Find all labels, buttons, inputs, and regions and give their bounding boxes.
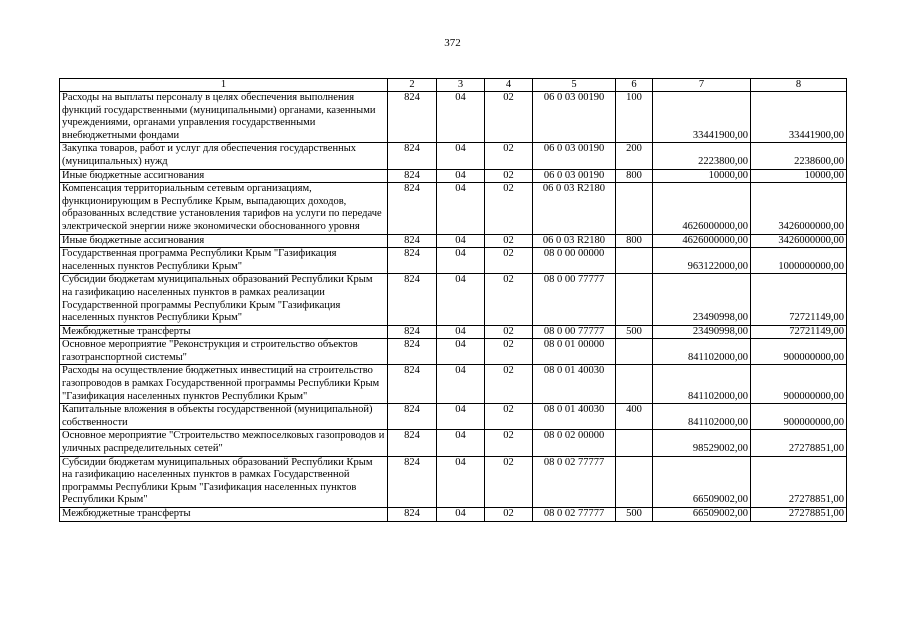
table-row — [60, 325, 847, 339]
header-cell: 6 — [616, 79, 653, 92]
subsection-code-cell: 02 — [485, 508, 533, 522]
table-row — [60, 339, 847, 365]
table-row — [60, 456, 847, 507]
target-article-cell: 08 0 00 77777 — [533, 325, 616, 339]
ministry-code-cell: 824 — [388, 365, 437, 404]
amount-year2-cell: 2238600,00 — [751, 143, 847, 169]
header-cell: 5 — [533, 79, 616, 92]
section-code-cell: 04 — [437, 508, 485, 522]
expense-name-cell: Основное мероприятие "Строительство межпоселковых газопроводов и уличных распределительных сетей" — [60, 430, 388, 456]
target-article-cell: 08 0 01 40030 — [533, 365, 616, 404]
header-cell: 7 — [653, 79, 751, 92]
table-row — [60, 234, 847, 248]
expense-name-cell: Государственная программа Республики Крым "Газификация населенных пунктов Республики Крым" — [60, 248, 388, 274]
expense-name-cell: Расходы на выплаты персоналу в целях обеспечения выполнения функций государственными (муниципальными) органами, казенными учреждениями, органами управления государственными внебюджетными фондами — [60, 92, 388, 143]
expense-type-cell — [616, 430, 653, 456]
target-article-cell: 06 0 03 00190 — [533, 92, 616, 143]
amount-year1-cell: 841102000,00 — [653, 339, 751, 365]
expense-type-cell: 200 — [616, 143, 653, 169]
header-cell: 8 — [751, 79, 847, 92]
amount-year2-cell: 1000000000,00 — [751, 248, 847, 274]
section-code-cell: 04 — [437, 169, 485, 183]
subsection-code-cell: 02 — [485, 274, 533, 325]
amount-year1-cell: 841102000,00 — [653, 404, 751, 430]
section-code-cell: 04 — [437, 325, 485, 339]
ministry-code-cell: 824 — [388, 92, 437, 143]
table-row — [60, 143, 847, 169]
amount-year1-cell: 2223800,00 — [653, 143, 751, 169]
ministry-code-cell: 824 — [388, 404, 437, 430]
subsection-code-cell: 02 — [485, 92, 533, 143]
target-article-cell: 08 0 02 77777 — [533, 456, 616, 507]
ministry-code-cell: 824 — [388, 325, 437, 339]
expense-name-cell: Субсидии бюджетам муниципальных образований Республики Крым на газификацию населенных пунктов в рамках Государственной программы Республики Крым "Газификация населенных пунктов Республики Крым" — [60, 456, 388, 507]
expense-name-cell: Закупка товаров, работ и услуг для обеспечения государственных (муниципальных) нужд — [60, 143, 388, 169]
section-code-cell: 04 — [437, 274, 485, 325]
ministry-code-cell: 824 — [388, 456, 437, 507]
expense-name-cell: Межбюджетные трансферты — [60, 508, 388, 522]
table-body — [60, 92, 847, 522]
expense-name-cell: Капитальные вложения в объекты государственной (муниципальной) собственности — [60, 404, 388, 430]
table-row — [60, 430, 847, 456]
amount-year2-cell: 10000,00 — [751, 169, 847, 183]
amount-year1-cell: 4626000000,00 — [653, 234, 751, 248]
expense-type-cell — [616, 339, 653, 365]
amount-year2-cell: 72721149,00 — [751, 274, 847, 325]
amount-year2-cell: 900000000,00 — [751, 339, 847, 365]
expense-type-cell: 500 — [616, 508, 653, 522]
section-code-cell: 04 — [437, 234, 485, 248]
expense-type-cell: 500 — [616, 325, 653, 339]
subsection-code-cell: 02 — [485, 404, 533, 430]
table-row — [60, 508, 847, 522]
amount-year2-cell: 27278851,00 — [751, 456, 847, 507]
section-code-cell: 04 — [437, 404, 485, 430]
target-article-cell: 08 0 01 40030 — [533, 404, 616, 430]
target-article-cell: 08 0 02 00000 — [533, 430, 616, 456]
amount-year2-cell: 900000000,00 — [751, 404, 847, 430]
target-article-cell: 06 0 03 00190 — [533, 143, 616, 169]
amount-year2-cell: 3426000000,00 — [751, 183, 847, 234]
subsection-code-cell: 02 — [485, 183, 533, 234]
ministry-code-cell: 824 — [388, 248, 437, 274]
section-code-cell: 04 — [437, 248, 485, 274]
expense-name-cell: Компенсация территориальным сетевым организациям, функционирующим в Республике Крым, выпадающих доходов, образованных вследствие установления тарифов на услуги по передаче электрической энергии ниже экономически обоснованного уровня — [60, 183, 388, 234]
ministry-code-cell: 824 — [388, 274, 437, 325]
expense-name-cell: Межбюджетные трансферты — [60, 325, 388, 339]
expense-type-cell — [616, 365, 653, 404]
header-cell: 2 — [388, 79, 437, 92]
expense-type-cell: 100 — [616, 92, 653, 143]
expense-type-cell — [616, 248, 653, 274]
amount-year2-cell: 27278851,00 — [751, 430, 847, 456]
subsection-code-cell: 02 — [485, 456, 533, 507]
section-code-cell: 04 — [437, 456, 485, 507]
amount-year1-cell: 66509002,00 — [653, 508, 751, 522]
amount-year1-cell: 23490998,00 — [653, 325, 751, 339]
amount-year1-cell: 963122000,00 — [653, 248, 751, 274]
expense-name-cell: Субсидии бюджетам муниципальных образований Республики Крым на газификацию населенных пунктов в рамках реализации Государственной программы Республики Крым "Газификация населенных пунктов Республики Крым" — [60, 274, 388, 325]
section-code-cell: 04 — [437, 339, 485, 365]
header-row — [60, 79, 847, 92]
subsection-code-cell: 02 — [485, 325, 533, 339]
table-row — [60, 92, 847, 143]
ministry-code-cell: 824 — [388, 339, 437, 365]
amount-year1-cell: 66509002,00 — [653, 456, 751, 507]
section-code-cell: 04 — [437, 143, 485, 169]
expense-name-cell: Расходы на осуществление бюджетных инвестиций на строительство газопроводов в рамках Государственной программы Республики Крым "Газификация населенных пунктов Республики Крым" — [60, 365, 388, 404]
expense-name-cell: Иные бюджетные ассигнования — [60, 234, 388, 248]
header-cell: 4 — [485, 79, 533, 92]
section-code-cell: 04 — [437, 92, 485, 143]
amount-year2-cell: 3426000000,00 — [751, 234, 847, 248]
section-code-cell: 04 — [437, 365, 485, 404]
expense-type-cell: 400 — [616, 404, 653, 430]
table-row — [60, 274, 847, 325]
amount-year1-cell: 98529002,00 — [653, 430, 751, 456]
subsection-code-cell: 02 — [485, 248, 533, 274]
target-article-cell: 08 0 02 77777 — [533, 508, 616, 522]
target-article-cell: 06 0 03 R2180 — [533, 183, 616, 234]
subsection-code-cell: 02 — [485, 143, 533, 169]
subsection-code-cell: 02 — [485, 234, 533, 248]
subsection-code-cell: 02 — [485, 169, 533, 183]
table-row — [60, 365, 847, 404]
amount-year1-cell: 23490998,00 — [653, 274, 751, 325]
page-number: 372 — [444, 37, 461, 49]
ministry-code-cell: 824 — [388, 234, 437, 248]
header-cell: 3 — [437, 79, 485, 92]
target-article-cell: 06 0 03 00190 — [533, 169, 616, 183]
expense-type-cell — [616, 183, 653, 234]
section-code-cell: 04 — [437, 183, 485, 234]
ministry-code-cell: 824 — [388, 430, 437, 456]
amount-year1-cell: 33441900,00 — [653, 92, 751, 143]
target-article-cell: 06 0 03 R2180 — [533, 234, 616, 248]
amount-year2-cell: 27278851,00 — [751, 508, 847, 522]
header-cell: 1 — [60, 79, 388, 92]
ministry-code-cell: 824 — [388, 143, 437, 169]
target-article-cell: 08 0 00 77777 — [533, 274, 616, 325]
expense-name-cell: Иные бюджетные ассигнования — [60, 169, 388, 183]
table-row — [60, 248, 847, 274]
amount-year2-cell: 72721149,00 — [751, 325, 847, 339]
budget-table — [59, 78, 847, 522]
amount-year2-cell: 900000000,00 — [751, 365, 847, 404]
expense-type-cell: 800 — [616, 234, 653, 248]
ministry-code-cell: 824 — [388, 508, 437, 522]
target-article-cell: 08 0 00 00000 — [533, 248, 616, 274]
section-code-cell: 04 — [437, 430, 485, 456]
table-row — [60, 183, 847, 234]
ministry-code-cell: 824 — [388, 169, 437, 183]
amount-year1-cell: 10000,00 — [653, 169, 751, 183]
expense-type-cell — [616, 456, 653, 507]
expense-name-cell: Основное мероприятие "Реконструкция и строительство объектов газотранспортной системы" — [60, 339, 388, 365]
subsection-code-cell: 02 — [485, 430, 533, 456]
amount-year1-cell: 4626000000,00 — [653, 183, 751, 234]
ministry-code-cell: 824 — [388, 183, 437, 234]
subsection-code-cell: 02 — [485, 339, 533, 365]
table-row — [60, 404, 847, 430]
target-article-cell: 08 0 01 00000 — [533, 339, 616, 365]
expense-type-cell: 800 — [616, 169, 653, 183]
expense-type-cell — [616, 274, 653, 325]
amount-year2-cell: 33441900,00 — [751, 92, 847, 143]
subsection-code-cell: 02 — [485, 365, 533, 404]
amount-year1-cell: 841102000,00 — [653, 365, 751, 404]
table-row — [60, 169, 847, 183]
